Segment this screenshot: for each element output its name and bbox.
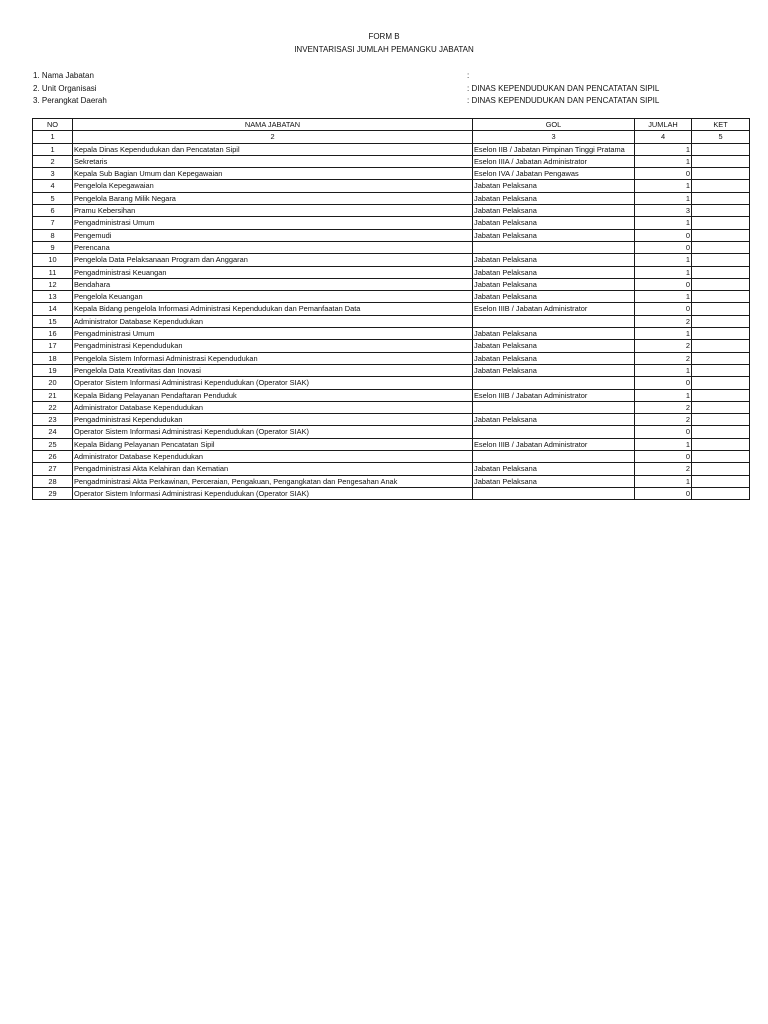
table-row	[33, 217, 750, 229]
table-row	[33, 155, 750, 167]
cell-no: 12	[33, 278, 73, 290]
cell-gol: Jabatan Pelaksana	[473, 463, 635, 475]
cell-no: 8	[33, 229, 73, 241]
table-row	[33, 315, 750, 327]
col-header-jumlah: JUMLAH	[635, 119, 692, 131]
table-row	[33, 401, 750, 413]
form-subtitle: INVENTARISASI JUMLAH PEMANGKU JABATAN	[294, 45, 474, 54]
cell-jumlah: 1	[635, 143, 692, 155]
cell-ket	[692, 155, 750, 167]
cell-ket	[692, 364, 750, 376]
cell-gol: Jabatan Pelaksana	[473, 340, 635, 352]
cell-no: 20	[33, 377, 73, 389]
meta-value: : DINAS KEPENDUDUKAN DAN PENCATATAN SIPIL	[467, 96, 660, 105]
meta-row-nama-jabatan	[33, 70, 733, 81]
cell-gol: Eselon IVA / Jabatan Pengawas	[473, 168, 635, 180]
cell-ket	[692, 180, 750, 192]
cell-nama-jabatan: Perencana	[73, 241, 473, 253]
table-body	[33, 143, 750, 500]
table-header-row	[33, 119, 750, 131]
cell-no: 24	[33, 426, 73, 438]
table-row	[33, 241, 750, 253]
cell-ket	[692, 451, 750, 463]
cell-jumlah: 0	[635, 426, 692, 438]
cell-no: 2	[33, 155, 73, 167]
cell-jumlah: 2	[635, 315, 692, 327]
cell-jumlah: 1	[635, 192, 692, 204]
cell-no: 28	[33, 475, 73, 487]
cell-jumlah: 1	[635, 254, 692, 266]
cell-nama-jabatan: Administrator Database Kependudukan	[73, 451, 473, 463]
cell-gol: Jabatan Pelaksana	[473, 352, 635, 364]
cell-ket	[692, 241, 750, 253]
meta-label: 1. Nama Jabatan	[33, 71, 94, 80]
cell-jumlah: 0	[635, 303, 692, 315]
cell-gol: Jabatan Pelaksana	[473, 475, 635, 487]
cell-jumlah: 1	[635, 438, 692, 450]
col-number: 5	[692, 131, 750, 143]
cell-ket	[692, 328, 750, 340]
cell-ket	[692, 401, 750, 413]
cell-gol: Eselon IIIB / Jabatan Administrator	[473, 303, 635, 315]
cell-gol: Jabatan Pelaksana	[473, 180, 635, 192]
cell-ket	[692, 205, 750, 217]
cell-nama-jabatan: Operator Sistem Informasi Administrasi Kependudukan (Operator SIAK)	[73, 487, 473, 499]
cell-ket	[692, 217, 750, 229]
cell-nama-jabatan: Bendahara	[73, 278, 473, 290]
table-row	[33, 352, 750, 364]
cell-ket	[692, 254, 750, 266]
col-header-nama-jabatan: NAMA JABATAN	[73, 119, 473, 131]
cell-jumlah: 1	[635, 266, 692, 278]
cell-ket	[692, 340, 750, 352]
table-row	[33, 340, 750, 352]
cell-ket	[692, 291, 750, 303]
cell-jumlah: 0	[635, 278, 692, 290]
cell-nama-jabatan: Kepala Dinas Kependudukan dan Pencatatan Sipil	[73, 143, 473, 155]
cell-ket	[692, 352, 750, 364]
cell-no: 5	[33, 192, 73, 204]
form-title: FORM B	[368, 32, 400, 41]
table-row	[33, 254, 750, 266]
cell-jumlah: 1	[635, 389, 692, 401]
cell-nama-jabatan: Pengadministrasi Umum	[73, 328, 473, 340]
cell-ket	[692, 389, 750, 401]
cell-jumlah: 2	[635, 352, 692, 364]
table-row	[33, 266, 750, 278]
cell-nama-jabatan: Pengelola Barang Milik Negara	[73, 192, 473, 204]
cell-jumlah: 2	[635, 401, 692, 413]
cell-nama-jabatan: Pengelola Data Kreativitas dan Inovasi	[73, 364, 473, 376]
cell-nama-jabatan: Pengadministrasi Kependudukan	[73, 340, 473, 352]
cell-nama-jabatan: Administrator Database Kependudukan	[73, 401, 473, 413]
cell-gol: Eselon IIIA / Jabatan Administrator	[473, 155, 635, 167]
cell-no: 21	[33, 389, 73, 401]
cell-gol: Jabatan Pelaksana	[473, 254, 635, 266]
cell-ket	[692, 266, 750, 278]
cell-jumlah: 0	[635, 241, 692, 253]
cell-ket	[692, 143, 750, 155]
column-number-row	[33, 131, 750, 143]
cell-no: 26	[33, 451, 73, 463]
cell-jumlah: 1	[635, 217, 692, 229]
cell-no: 18	[33, 352, 73, 364]
cell-nama-jabatan: Pengelola Keuangan	[73, 291, 473, 303]
cell-no: 3	[33, 168, 73, 180]
cell-gol: Jabatan Pelaksana	[473, 229, 635, 241]
cell-nama-jabatan: Pengadministrasi Keuangan	[73, 266, 473, 278]
cell-no: 27	[33, 463, 73, 475]
table-row	[33, 205, 750, 217]
cell-no: 19	[33, 364, 73, 376]
cell-gol	[473, 426, 635, 438]
col-number: 2	[73, 131, 473, 143]
cell-nama-jabatan: Pengadministrasi Akta Perkawinan, Perceraian, Pengakuan, Pengangkatan dan Pengesahan Anak	[73, 475, 473, 487]
table-row	[33, 414, 750, 426]
table-row	[33, 475, 750, 487]
table-row	[33, 168, 750, 180]
cell-no: 4	[33, 180, 73, 192]
col-number: 3	[473, 131, 635, 143]
table-row	[33, 487, 750, 499]
cell-no: 13	[33, 291, 73, 303]
table-row	[33, 229, 750, 241]
cell-no: 17	[33, 340, 73, 352]
cell-jumlah: 1	[635, 364, 692, 376]
cell-ket	[692, 192, 750, 204]
cell-ket	[692, 278, 750, 290]
cell-gol	[473, 315, 635, 327]
cell-gol	[473, 377, 635, 389]
cell-jumlah: 1	[635, 155, 692, 167]
cell-gol	[473, 241, 635, 253]
table-row	[33, 291, 750, 303]
cell-jumlah: 0	[635, 377, 692, 389]
table-row	[33, 426, 750, 438]
cell-gol	[473, 451, 635, 463]
cell-ket	[692, 438, 750, 450]
cell-nama-jabatan: Operator Sistem Informasi Administrasi Kependudukan (Operator SIAK)	[73, 426, 473, 438]
cell-gol: Jabatan Pelaksana	[473, 266, 635, 278]
cell-gol: Jabatan Pelaksana	[473, 328, 635, 340]
cell-jumlah: 0	[635, 229, 692, 241]
cell-no: 25	[33, 438, 73, 450]
cell-jumlah: 2	[635, 340, 692, 352]
cell-nama-jabatan: Pramu Kebersihan	[73, 205, 473, 217]
table-row	[33, 438, 750, 450]
cell-gol: Jabatan Pelaksana	[473, 217, 635, 229]
cell-gol: Eselon IIB / Jabatan Pimpinan Tinggi Pratama	[473, 143, 635, 155]
cell-gol: Jabatan Pelaksana	[473, 364, 635, 376]
col-header-no: NO	[33, 119, 73, 131]
col-number: 4	[635, 131, 692, 143]
table-row	[33, 143, 750, 155]
table-row	[33, 463, 750, 475]
cell-nama-jabatan: Pengelola Sistem Informasi Administrasi Kependudukan	[73, 352, 473, 364]
col-number: 1	[33, 131, 73, 143]
cell-no: 7	[33, 217, 73, 229]
table-row	[33, 451, 750, 463]
cell-jumlah: 1	[635, 328, 692, 340]
cell-ket	[692, 487, 750, 499]
cell-nama-jabatan: Sekretaris	[73, 155, 473, 167]
jabatan-table	[32, 118, 750, 500]
cell-gol: Jabatan Pelaksana	[473, 192, 635, 204]
cell-gol: Eselon IIIB / Jabatan Administrator	[473, 389, 635, 401]
cell-jumlah: 0	[635, 168, 692, 180]
cell-no: 10	[33, 254, 73, 266]
cell-ket	[692, 315, 750, 327]
cell-no: 14	[33, 303, 73, 315]
cell-no: 11	[33, 266, 73, 278]
cell-nama-jabatan: Pengadministrasi Umum	[73, 217, 473, 229]
cell-nama-jabatan: Pengelola Data Pelaksanaan Program dan Anggaran	[73, 254, 473, 266]
cell-jumlah: 2	[635, 414, 692, 426]
cell-nama-jabatan: Pengadministrasi Akta Kelahiran dan Kematian	[73, 463, 473, 475]
cell-ket	[692, 414, 750, 426]
cell-ket	[692, 475, 750, 487]
cell-ket	[692, 377, 750, 389]
col-header-ket: KET	[692, 119, 750, 131]
cell-gol	[473, 487, 635, 499]
cell-gol: Jabatan Pelaksana	[473, 205, 635, 217]
cell-gol	[473, 401, 635, 413]
table-row	[33, 278, 750, 290]
cell-nama-jabatan: Kepala Bidang pengelola Informasi Administrasi Kependudukan dan Pemanfaatan Data	[73, 303, 473, 315]
cell-ket	[692, 229, 750, 241]
cell-ket	[692, 463, 750, 475]
cell-no: 1	[33, 143, 73, 155]
meta-label: 3. Perangkat Daerah	[33, 96, 107, 105]
cell-ket	[692, 168, 750, 180]
meta-row-unit-organisasi	[33, 83, 733, 94]
cell-gol: Jabatan Pelaksana	[473, 278, 635, 290]
meta-value: :	[467, 71, 470, 80]
meta-value: : DINAS KEPENDUDUKAN DAN PENCATATAN SIPIL	[467, 84, 660, 93]
cell-nama-jabatan: Kepala Sub Bagian Umum dan Kepegawaian	[73, 168, 473, 180]
cell-gol: Jabatan Pelaksana	[473, 291, 635, 303]
table-row	[33, 389, 750, 401]
cell-nama-jabatan: Pengemudi	[73, 229, 473, 241]
table-row	[33, 180, 750, 192]
cell-nama-jabatan: Kepala Bidang Pelayanan Pendaftaran Penduduk	[73, 389, 473, 401]
table-row	[33, 364, 750, 376]
cell-gol: Eselon IIIB / Jabatan Administrator	[473, 438, 635, 450]
cell-nama-jabatan: Kepala Bidang Pelayanan Pencatatan Sipil	[73, 438, 473, 450]
cell-jumlah: 1	[635, 291, 692, 303]
cell-no: 22	[33, 401, 73, 413]
cell-no: 15	[33, 315, 73, 327]
cell-no: 29	[33, 487, 73, 499]
cell-jumlah: 1	[635, 180, 692, 192]
cell-jumlah: 3	[635, 205, 692, 217]
col-header-gol: GOL	[473, 119, 635, 131]
table-row	[33, 303, 750, 315]
cell-no: 16	[33, 328, 73, 340]
cell-ket	[692, 303, 750, 315]
table-row	[33, 377, 750, 389]
cell-nama-jabatan: Pengelola Kepegawaian	[73, 180, 473, 192]
cell-no: 9	[33, 241, 73, 253]
cell-jumlah: 1	[635, 475, 692, 487]
cell-nama-jabatan: Pengadministrasi Kependudukan	[73, 414, 473, 426]
meta-label: 2. Unit Organisasi	[33, 84, 97, 93]
cell-nama-jabatan: Administrator Database Kependudukan	[73, 315, 473, 327]
cell-no: 23	[33, 414, 73, 426]
cell-nama-jabatan: Operator Sistem Informasi Administrasi Kependudukan (Operator SIAK)	[73, 377, 473, 389]
cell-jumlah: 0	[635, 487, 692, 499]
table-row	[33, 192, 750, 204]
cell-no: 6	[33, 205, 73, 217]
meta-row-perangkat-daerah	[33, 95, 733, 106]
cell-gol: Jabatan Pelaksana	[473, 414, 635, 426]
cell-jumlah: 2	[635, 463, 692, 475]
cell-ket	[692, 426, 750, 438]
cell-jumlah: 0	[635, 451, 692, 463]
table-row	[33, 328, 750, 340]
